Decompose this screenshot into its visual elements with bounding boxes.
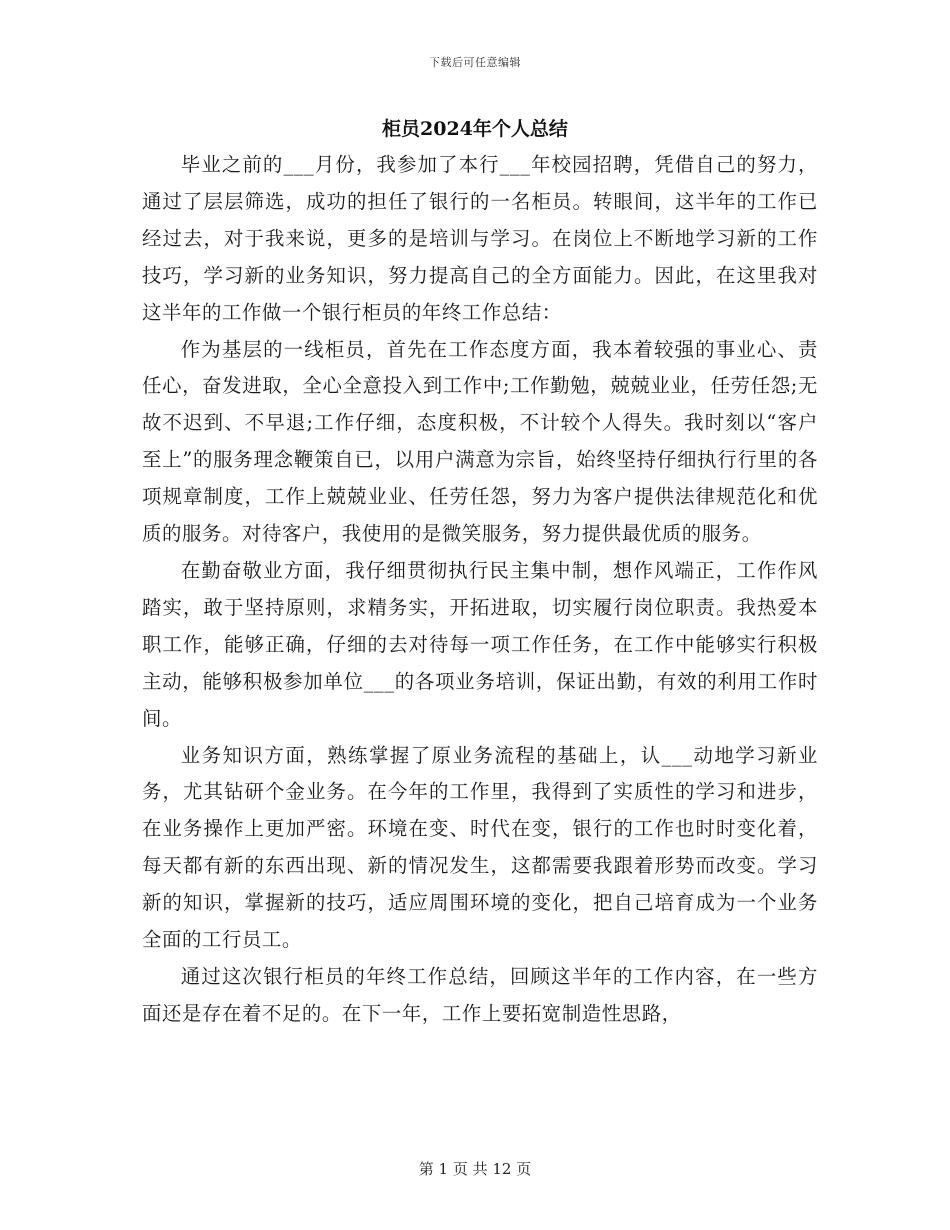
header-edit-note: 下载后可任意编辑 bbox=[429, 56, 521, 69]
paragraph: 在勤奋敬业方面，我仔细贯彻执行民主集中制，想作风端正，工作作风踏实，敢于坚持原则，求精务实，开拓进取，切实履行岗位职责。我热爱本职工作，能够正确，仔细的去对待每一项工作任务，在工作中能够实行积极主动，能够积极参加单位___的各项业务培训，保证出勤，有效的利用工作时间。 bbox=[142, 558, 818, 730]
paragraph: 通过这次银行柜员的年终工作总结，回顾这半年的工作内容，在一些方面还是存在着不足的。在下一年，工作上要拓宽制造性思路， bbox=[142, 964, 818, 1025]
paragraph: 毕业之前的___月份，我参加了本行___年校园招聘，凭借自己的努力，通过了层层筛选，成功的担任了银行的一名柜员。转眼间，这半年的工作已经过去，对于我来说，更多的是培训与学习。在岗位上不断地学习新的工作技巧，学习新的业务知识，努力提高自己的全方面能力。因此，在这里我对这半年的工作做一个银行柜员的年终工作总结： bbox=[142, 153, 818, 324]
document-body bbox=[142, 147, 818, 1033]
paragraph: 业务知识方面，熟练掌握了原业务流程的基础上，认___动地学习新业务，尤其钻研个金业务。在今年的工作里，我得到了实质性的学习和进步，在业务操作上更加严密。环境在变、时代在变，银行的工作也时时变化着，每天都有新的东西出现、新的情况发生，这都需要我跟着形势而改变。学习新的知识，掌握新的技巧，适应周围环境的变化，把自己培育成为一个业务全面的工行员工。 bbox=[142, 743, 818, 952]
page-number-footer: 第 1 页 共 12 页 bbox=[418, 1160, 532, 1178]
paragraph: 作为基层的一线柜员，首先在工作态度方面，我本着较强的事业心、责任心，奋发进取，全心全意投入到工作中;工作勤勉，兢兢业业，任劳任怨;无故不迟到、不早退;工作仔细，态度积极，不计较个人得失。我时刻以“客户至上”的服务理念鞭策自已，以用户满意为宗旨，始终坚持仔细执行行里的各项规章制度，工作上兢兢业业、任劳任怨，努力为客户提供法律规范化和优质的服务。对待客户，我使用的是微笑服务，努力提供最优质的服务。 bbox=[142, 337, 818, 546]
document-title: 柜员2024年个人总结 bbox=[382, 118, 568, 140]
